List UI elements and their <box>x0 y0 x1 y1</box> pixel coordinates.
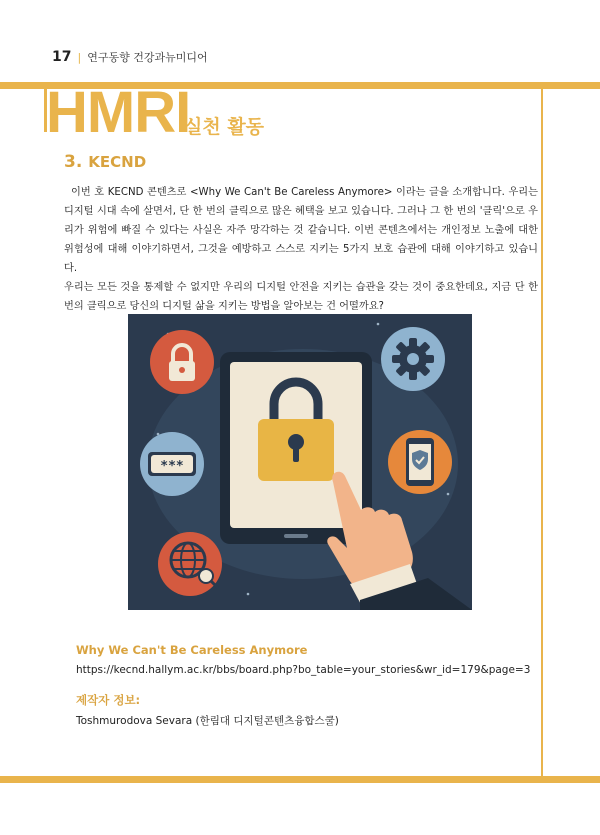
publication-name: 연구동향 건강과뉴미디어 <box>87 51 208 64</box>
page-number: 17 <box>52 49 72 65</box>
illustration-svg <box>128 314 472 610</box>
maker-name: Toshmurodova Sevara (한림대 디지털콘텐츠융합스쿨) <box>76 715 339 727</box>
frame-right-line <box>541 89 543 776</box>
security-illustration <box>128 314 472 610</box>
smartphone-shield-icon <box>388 430 452 494</box>
caption-url-link[interactable]: https://kecnd.hallym.ac.kr/bbs/board.php?bo_table=your_stories&wr_id=179&page=3 <box>76 664 531 676</box>
caption-title: Why We Can't Be Careless Anymore <box>76 643 308 657</box>
section-title: KECND <box>88 153 147 171</box>
page-subtitle: 실천 활동 <box>184 116 265 138</box>
page-header <box>52 49 208 65</box>
section-heading <box>64 152 146 172</box>
maker-info-title: 제작자 정보: <box>76 693 141 707</box>
section-number: 3. <box>64 152 83 172</box>
globe-search-icon <box>158 532 222 596</box>
padlock-icon <box>150 330 214 394</box>
password-mask: *** <box>160 459 184 474</box>
article-body <box>64 183 538 316</box>
gear-icon <box>381 327 445 391</box>
paragraph-2: 우리는 모든 것을 통제할 수 없지만 우리의 디지털 안전을 지키는 습관을 갖는 것이 중요한데요, 지금 단 한 번의 클릭으로 당신의 디지털 삶을 지키는 방법을 알아보는 건 어떨까요? <box>64 282 538 312</box>
header-separator: | <box>77 50 82 64</box>
password-icon <box>140 432 204 496</box>
hmri-logo-text: HMRI <box>46 80 191 145</box>
paragraph-1: 이번 호 KECND 콘텐츠로 <Why We Can't Be Careless Anymore> 이라는 글을 소개합니다. 우리는 디지털 시대 속에 살면서, 단 한 번의 클릭으로 많은 혜택을 보고 있습니다. 그러나 그 한 번의 '클릭'으로 우리가 위험에 빠질 수 있다는 사실은 자주 망각하는 것 같습니다. 이번 콘텐츠에서는 개인정보 노출에 대한 위험성에 대해 이야기하면서, 그것을 예방하고 스스로 지키는 5가지 보호 습관에 대해 이야기하고 있습니다. <box>64 187 538 274</box>
bottom-accent-bar <box>0 776 600 783</box>
